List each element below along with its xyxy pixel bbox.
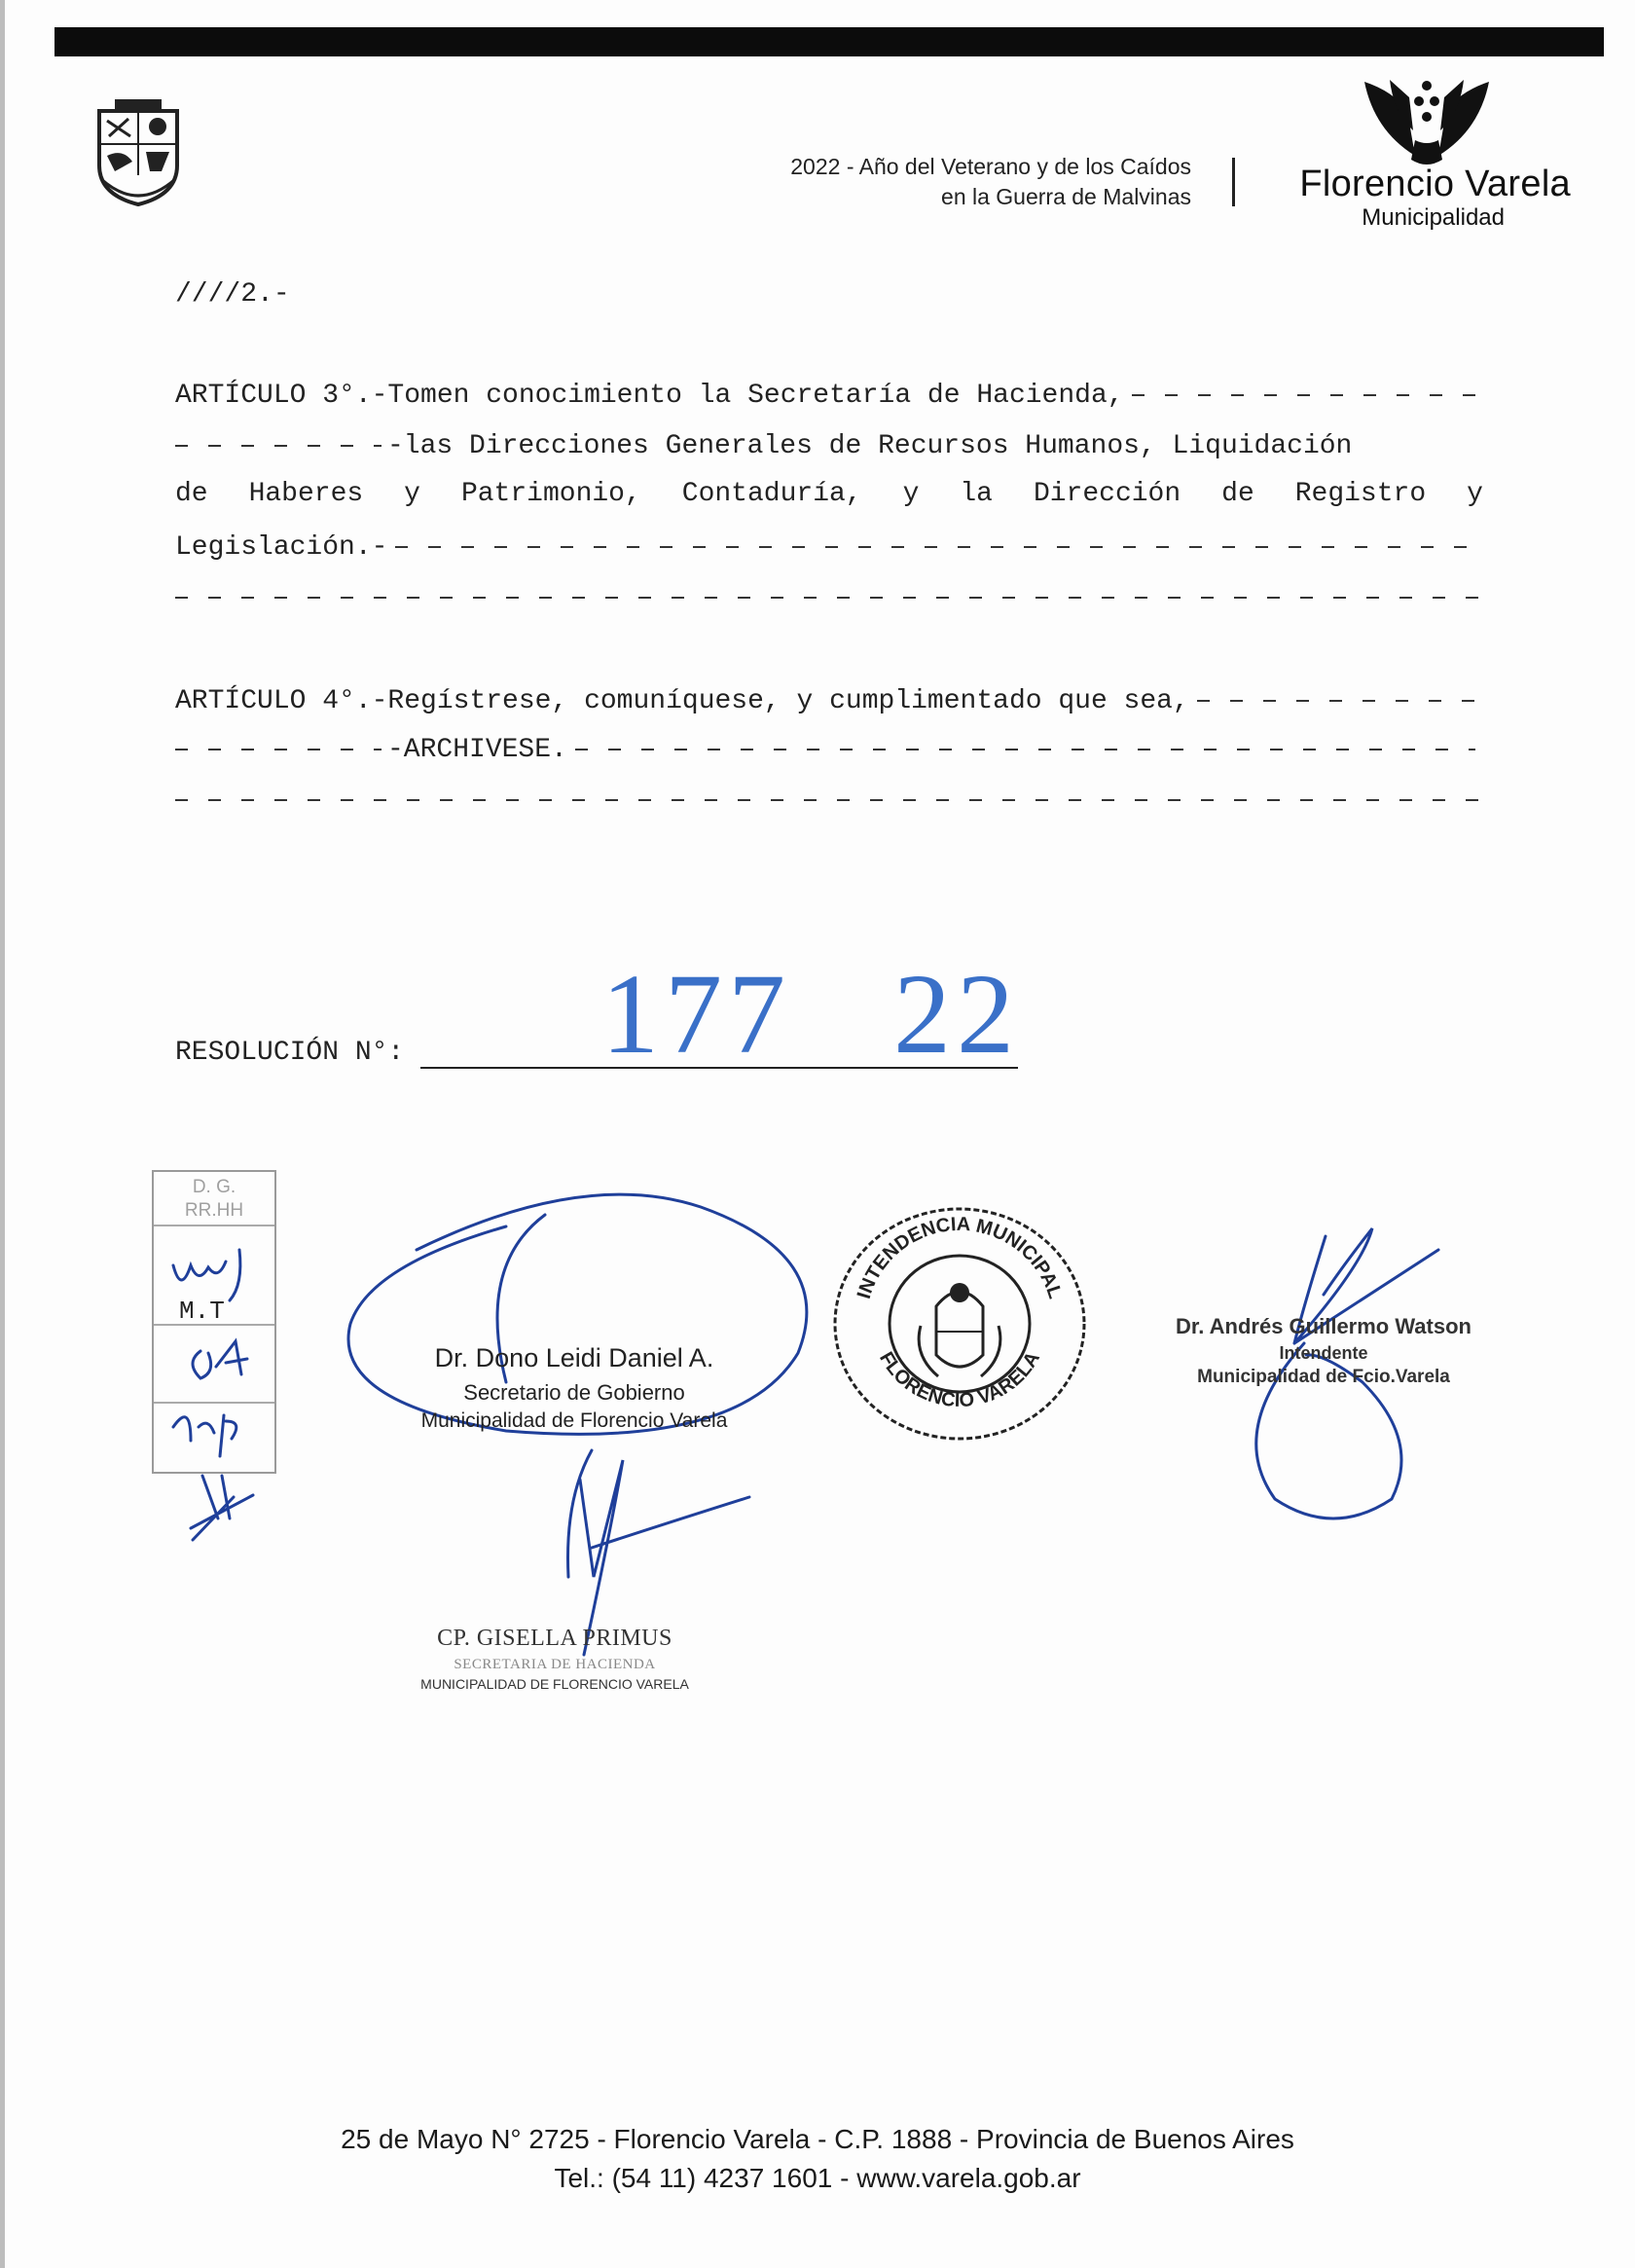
gobierno-signer-name: Dr. Dono Leidi Daniel A. — [434, 1343, 714, 1372]
article3-text-4: Legislación.- — [175, 531, 388, 563]
brand-name: Florencio Varela — [1299, 164, 1571, 204]
article3-line-4 — [175, 522, 1483, 572]
seal-bottom-text: FLORENCIO VARELA — [875, 1348, 1044, 1412]
article3-line-2 — [175, 421, 1483, 471]
article3-word: de — [1221, 479, 1254, 509]
filler-line — [175, 572, 1483, 623]
article3-word: y — [1467, 479, 1483, 509]
florencio-varela-logo-icon — [1355, 72, 1499, 169]
filler-dashes — [1132, 394, 1475, 396]
brand-subtitle: Municipalidad — [1362, 204, 1505, 231]
filler-dashes — [395, 546, 1475, 548]
article3-word: de — [175, 479, 208, 509]
hacienda-signature-stroke — [568, 1450, 750, 1655]
intendente-signer-name: Dr. Andrés Guillermo Watson — [1176, 1314, 1472, 1338]
resolution-year-stamp: 22 — [893, 950, 1020, 1078]
article3-line-1 — [175, 370, 1483, 421]
article3-text-2: -las Direcciones Generales de Recursos Humanos, Liquidación — [387, 430, 1353, 461]
footer-address: 25 de Mayo N° 2725 - Florencio Varela - C.P. 1888 - Provincia de Buenos Aires — [341, 2124, 1294, 2154]
article3-word: Patrimonio, — [460, 479, 641, 509]
article3-word: Haberes — [248, 479, 364, 509]
article3-word: la — [960, 479, 993, 509]
hacienda-signer-name: CP. GISELLA PRIMUS — [437, 1626, 672, 1651]
gobierno-signer-role: Secretario de Gobierno — [463, 1380, 685, 1405]
article4-line-2 — [175, 724, 1483, 775]
filler-dashes — [175, 597, 1483, 599]
gobierno-signer-muni: Municipalidad de Florencio Varela — [420, 1409, 728, 1432]
hacienda-signer-role: SECRETARIA DE HACIENDA — [454, 1657, 656, 1672]
scan-top-bar — [54, 27, 1604, 56]
filler-dashes — [175, 749, 382, 750]
article3-word: Registro — [1294, 479, 1427, 509]
article3-line-3 — [175, 479, 1483, 509]
article3-word: Dirección — [1033, 479, 1181, 509]
filler-line — [175, 775, 1483, 825]
motto-line-1: 2022 - Año del Veterano y de los Caídos — [790, 154, 1191, 179]
rrhh-line-1: D. G. — [192, 1177, 236, 1197]
intendente-signer-muni: Municipalidad de Fcio.Varela — [1197, 1367, 1450, 1387]
resolution-label: RESOLUCIÓN N°: — [175, 1038, 405, 1068]
resolution-number-stamp: 177 — [601, 950, 791, 1078]
hacienda-signer-muni: MUNICIPALIDAD DE FLORENCIO VARELA — [420, 1676, 689, 1692]
page-marker: ////2.- — [175, 279, 290, 310]
seal-top-text: INTENDENCIA MUNICIPAL — [853, 1213, 1067, 1301]
intendente-signer-role: Intendente — [1279, 1343, 1368, 1363]
intendencia-seal-icon — [823, 1199, 1096, 1448]
rrhh-initials-box — [152, 1170, 276, 1474]
article3-word: y — [404, 479, 420, 509]
initials-stroke — [191, 1476, 253, 1540]
article3-word: y — [902, 479, 920, 509]
rrhh-cell — [154, 1324, 274, 1404]
municipal-crest-icon — [93, 97, 183, 206]
scan-edge — [0, 0, 5, 2268]
article3-text-1: ARTÍCULO 3°.-Tomen conocimiento la Secretaría de Hacienda, — [175, 380, 1124, 411]
article3-word: Contaduría, — [681, 479, 862, 509]
article4-text-2: -ARCHIVESE. — [387, 734, 567, 765]
header-divider — [1232, 158, 1235, 206]
filler-dashes — [175, 799, 1483, 801]
rrhh-mt-label: M.T — [179, 1297, 225, 1326]
rrhh-line-2: RR.HH — [184, 1200, 244, 1221]
rrhh-stamp-header — [154, 1172, 274, 1226]
filler-dashes — [575, 749, 1475, 750]
footer-contact: Tel.: (54 11) 4237 1601 - www.varela.gob.ar — [554, 2163, 1081, 2193]
filler-dashes — [1197, 700, 1475, 702]
article4-line-1 — [175, 676, 1483, 726]
motto-line-2: en la Guerra de Malvinas — [941, 184, 1191, 209]
article4-text-1: ARTÍCULO 4°.-Regístrese, comuníquese, y cumplimentado que sea, — [175, 685, 1189, 716]
header-motto — [790, 152, 1191, 212]
filler-dashes — [175, 445, 382, 447]
